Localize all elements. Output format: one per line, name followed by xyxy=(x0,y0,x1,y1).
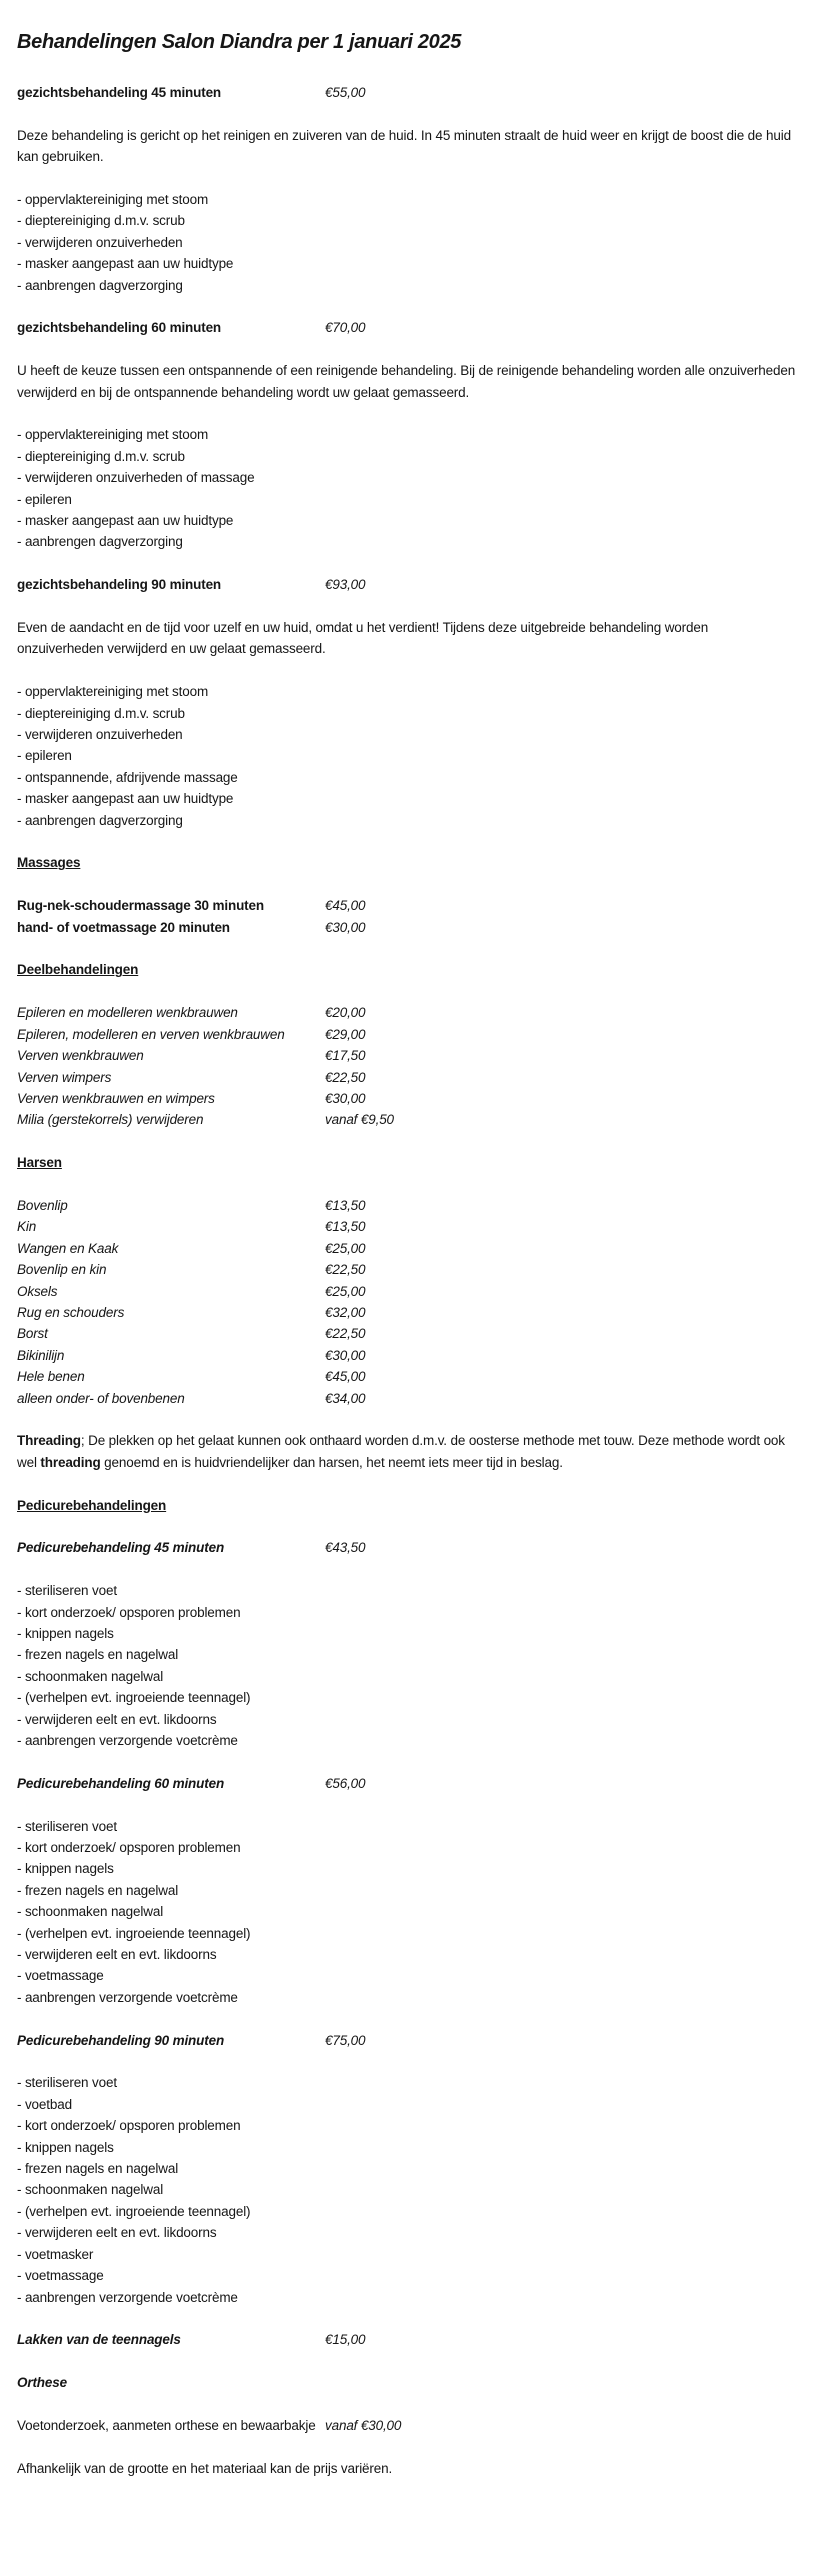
treatment-label: Lakken van de teennagels xyxy=(17,2332,181,2348)
price-row xyxy=(17,1281,797,1302)
paragraph xyxy=(17,617,796,660)
price-row xyxy=(17,1067,797,1088)
price-row xyxy=(17,1302,797,1323)
bullet-item: - (verhelpen evt. ingroeiende teennagel) xyxy=(17,1925,251,1941)
bullet-item: - steriliseren voet xyxy=(17,1818,117,1834)
service-label: hand- of voetmassage 20 minuten xyxy=(17,919,230,935)
treatment-price-row xyxy=(17,2415,797,2436)
price-row xyxy=(17,1088,797,1109)
service-price: €29,00 xyxy=(325,1026,366,1042)
bullet-list xyxy=(17,1816,797,2009)
bullet-list xyxy=(17,189,797,296)
service-label: alleen onder- of bovenbenen xyxy=(17,1390,185,1406)
bullet-item: - dieptereiniging d.m.v. scrub xyxy=(17,705,185,721)
treatment-label: Pedicurebehandeling 60 minuten xyxy=(17,1775,225,1791)
treatment-price: €93,00 xyxy=(325,577,366,593)
subsection-heading: Orthese xyxy=(17,2375,67,2391)
price-row xyxy=(17,1388,797,1409)
bullet-item: - schoonmaken nagelwal xyxy=(17,2182,164,2198)
treatment-label: gezichtsbehandeling 45 minuten xyxy=(17,85,222,100)
bullet-item: - schoonmaken nagelwal xyxy=(17,1904,164,1920)
note-text: Afhankelijk van de grootte en het materiaal kan de prijs variëren. xyxy=(17,2460,393,2476)
paragraph xyxy=(17,1430,796,1473)
paragraph xyxy=(17,125,796,168)
bullet-item: - aanbrengen dagverzorging xyxy=(17,534,183,550)
service-label: Rug-nek-schoudermassage 30 minuten xyxy=(17,898,264,914)
treatment-price-row xyxy=(17,2329,797,2350)
text-run: threading xyxy=(40,1454,101,1470)
service-price: €25,00 xyxy=(325,1240,366,1256)
price-row xyxy=(17,1024,797,1045)
bullet-item: - knippen nagels xyxy=(17,2139,114,2155)
price-row xyxy=(17,1345,797,1366)
service-price: €30,00 xyxy=(325,919,366,935)
bullet-item: - dieptereiniging d.m.v. scrub xyxy=(17,213,185,229)
bullet-item: - aanbrengen dagverzorging xyxy=(17,812,183,828)
price-table xyxy=(17,1195,797,1409)
treatment-price-row xyxy=(17,574,797,595)
service-price: €34,00 xyxy=(325,1390,366,1406)
service-label: Wangen en Kaak xyxy=(17,1240,119,1256)
service-price: vanaf €9,50 xyxy=(325,1112,394,1128)
section-heading: Massages xyxy=(17,855,81,871)
text-run: genoemd en is huidvriendelijker dan harsen, het neemt iets meer tijd in beslag. xyxy=(100,1454,563,1470)
document-title: Behandelingen Salon Diandra per 1 januari 2025 xyxy=(17,31,462,53)
service-label: Rug en schouders xyxy=(17,1304,125,1320)
treatment-price-row xyxy=(17,2030,797,2051)
treatment-price: €43,50 xyxy=(325,1540,366,1556)
service-label: Kin xyxy=(17,1219,37,1235)
service-label: Bikinilijn xyxy=(17,1347,65,1363)
service-label: Bovenlip en kin xyxy=(17,1262,107,1278)
bullet-item: - (verhelpen evt. ingroeiende teennagel) xyxy=(17,2203,251,2219)
bullet-item: - steriliseren voet xyxy=(17,2075,117,2091)
bullet-item: - verwijderen eelt en evt. likdoorns xyxy=(17,1711,217,1727)
service-price: €45,00 xyxy=(325,898,366,914)
service-price: €30,00 xyxy=(325,1090,366,1106)
bullet-item: - verwijderen eelt en evt. likdoorns xyxy=(17,1947,217,1963)
bullet-list xyxy=(17,424,797,552)
bullet-item: - dieptereiniging d.m.v. scrub xyxy=(17,448,185,464)
service-price: €22,50 xyxy=(325,1069,366,1085)
service-label: Oksels xyxy=(17,1283,58,1299)
bullet-item: - kort onderzoek/ opsporen problemen xyxy=(17,2118,241,2134)
bullet-item: - masker aangepast aan uw huidtype xyxy=(17,791,234,807)
service-price: €25,00 xyxy=(325,1283,366,1299)
bullet-item: - frezen nagels en nagelwal xyxy=(17,1647,179,1663)
price-row xyxy=(17,1259,797,1280)
section-heading: Harsen xyxy=(17,1155,62,1171)
service-label: Epileren, modelleren en verven wenkbrauwen xyxy=(17,1026,285,1042)
bullet-item: - steriliseren voet xyxy=(17,1583,117,1599)
bullet-item: - frezen nagels en nagelwal xyxy=(17,2161,179,2177)
bullet-item: - (verhelpen evt. ingroeiende teennagel) xyxy=(17,1690,251,1706)
text-run: Even de aandacht en de tijd voor uzelf en uw huid, omdat u het verdient! Tijdens deze uitgebreide behandeling worden onzuiverheden verwijderd en uw gelaat gemasseerd. xyxy=(17,620,709,657)
service-label: Verven wenkbrauwen xyxy=(17,1048,144,1064)
service-label: Bovenlip xyxy=(17,1197,68,1213)
service-price: €22,50 xyxy=(325,1326,366,1342)
bullet-item: - schoonmaken nagelwal xyxy=(17,1668,164,1684)
treatment-price-row xyxy=(17,1773,797,1794)
document-body xyxy=(17,82,797,2479)
bullet-item: - knippen nagels xyxy=(17,1625,114,1641)
bullet-item: - oppervlaktereiniging met stoom xyxy=(17,192,209,207)
price-row xyxy=(17,1045,797,1066)
service-price: €30,00 xyxy=(325,1347,366,1363)
treatment-price: €75,00 xyxy=(325,2032,366,2048)
bullet-item: - oppervlaktereiniging met stoom xyxy=(17,684,209,700)
bullet-item: - aanbrengen dagverzorging xyxy=(17,277,183,293)
bullet-list xyxy=(17,681,797,831)
bullet-item: - voetmassage xyxy=(17,1968,104,1984)
service-price: €13,50 xyxy=(325,1219,366,1235)
bullet-item: - voetbad xyxy=(17,2096,72,2112)
service-label: Milia (gerstekorrels) verwijderen xyxy=(17,1112,204,1128)
price-row xyxy=(17,895,797,916)
bullet-item: - verwijderen onzuiverheden of massage xyxy=(17,470,255,486)
text-run: Threading xyxy=(17,1433,81,1449)
price-row xyxy=(17,1238,797,1259)
price-row xyxy=(17,1216,797,1237)
bullet-item: - voetmassage xyxy=(17,2268,104,2284)
service-price: €22,50 xyxy=(325,1262,366,1278)
treatment-label: gezichtsbehandeling 60 minuten xyxy=(17,320,222,336)
bullet-item: - verwijderen eelt en evt. likdoorns xyxy=(17,2225,217,2241)
bullet-item: - kort onderzoek/ opsporen problemen xyxy=(17,1840,241,1855)
bullet-list xyxy=(17,1580,797,1751)
service-price: €13,50 xyxy=(325,1197,366,1213)
service-price: €20,00 xyxy=(325,1005,366,1021)
text-run: U heeft de keuze tussen een ontspannende of een reinigende behandeling. Bij de reinigende behandeling worden alle onzuiverheden verwijderd en bij de ontspannende behandeling wordt uw gelaat gemasseerd. xyxy=(17,363,796,400)
price-row xyxy=(17,1323,797,1344)
bullet-item: - knippen nagels xyxy=(17,1861,114,1877)
price-row xyxy=(17,1002,797,1023)
service-label: Verven wimpers xyxy=(17,1069,112,1085)
bullet-item: - kort onderzoek/ opsporen problemen xyxy=(17,1604,241,1620)
treatment-price: €56,00 xyxy=(325,1775,366,1791)
service-label: Epileren en modelleren wenkbrauwen xyxy=(17,1005,238,1021)
service-label: Verven wenkbrauwen en wimpers xyxy=(17,1090,215,1106)
treatment-price: €15,00 xyxy=(325,2332,366,2348)
service-label: Borst xyxy=(17,1326,48,1342)
bullet-item: - voetmasker xyxy=(17,2246,94,2262)
service-price: €17,50 xyxy=(325,1048,366,1064)
bullet-item: - aanbrengen verzorgende voetcrème xyxy=(17,2289,238,2305)
price-row xyxy=(17,1195,797,1216)
bullet-item: - verwijderen onzuiverheden xyxy=(17,727,183,743)
bullet-item: - epileren xyxy=(17,491,72,507)
bullet-item: - aanbrengen verzorgende voetcrème xyxy=(17,1989,238,2005)
service-price: €32,00 xyxy=(325,1304,366,1320)
treatment-label: Voetonderzoek, aanmeten orthese en bewaarbakje xyxy=(17,2417,316,2433)
price-row xyxy=(17,917,797,938)
bullet-item: - oppervlaktereiniging met stoom xyxy=(17,427,209,443)
bullet-item: - masker aangepast aan uw huidtype xyxy=(17,256,234,272)
price-row xyxy=(17,1109,797,1130)
price-table xyxy=(17,895,797,938)
treatment-label: Pedicurebehandeling 45 minuten xyxy=(17,1540,225,1556)
bullet-item: - masker aangepast aan uw huidtype xyxy=(17,513,234,529)
bullet-item: - frezen nagels en nagelwal xyxy=(17,1882,179,1898)
price-row xyxy=(17,1366,797,1387)
bullet-item: - epileren xyxy=(17,748,72,764)
treatment-price-row xyxy=(17,82,797,103)
treatment-price-row xyxy=(17,1537,797,1558)
paragraph xyxy=(17,360,796,403)
service-price: €45,00 xyxy=(325,1369,366,1385)
price-table xyxy=(17,1002,797,1130)
treatment-label: gezichtsbehandeling 90 minuten xyxy=(17,577,222,593)
treatment-price-row xyxy=(17,317,797,338)
bullet-item: - verwijderen onzuiverheden xyxy=(17,234,183,250)
treatment-price: €70,00 xyxy=(325,320,366,336)
bullet-item: - aanbrengen verzorgende voetcrème xyxy=(17,1733,238,1748)
treatment-price: vanaf €30,00 xyxy=(325,2417,402,2433)
service-label: Hele benen xyxy=(17,1369,85,1385)
section-heading: Pedicurebehandelingen xyxy=(17,1497,167,1513)
section-heading: Deelbehandelingen xyxy=(17,962,139,978)
bullet-item: - ontspannende, afdrijvende massage xyxy=(17,769,238,785)
treatment-label: Pedicurebehandeling 90 minuten xyxy=(17,2032,225,2048)
text-run: ; De plekken op het gelaat kunnen ook onthaard worden d.m.v. de oosterse methode met touw. Deze methode wordt ook wel xyxy=(17,1433,785,1470)
bullet-list xyxy=(17,2072,797,2307)
treatment-price: €55,00 xyxy=(325,85,366,100)
text-run: Deze behandeling is gericht op het reinigen en zuiveren van de huid. In 45 minuten straalt de huid weer en krijgt de boost die de huid kan gebruiken. xyxy=(17,127,791,165)
